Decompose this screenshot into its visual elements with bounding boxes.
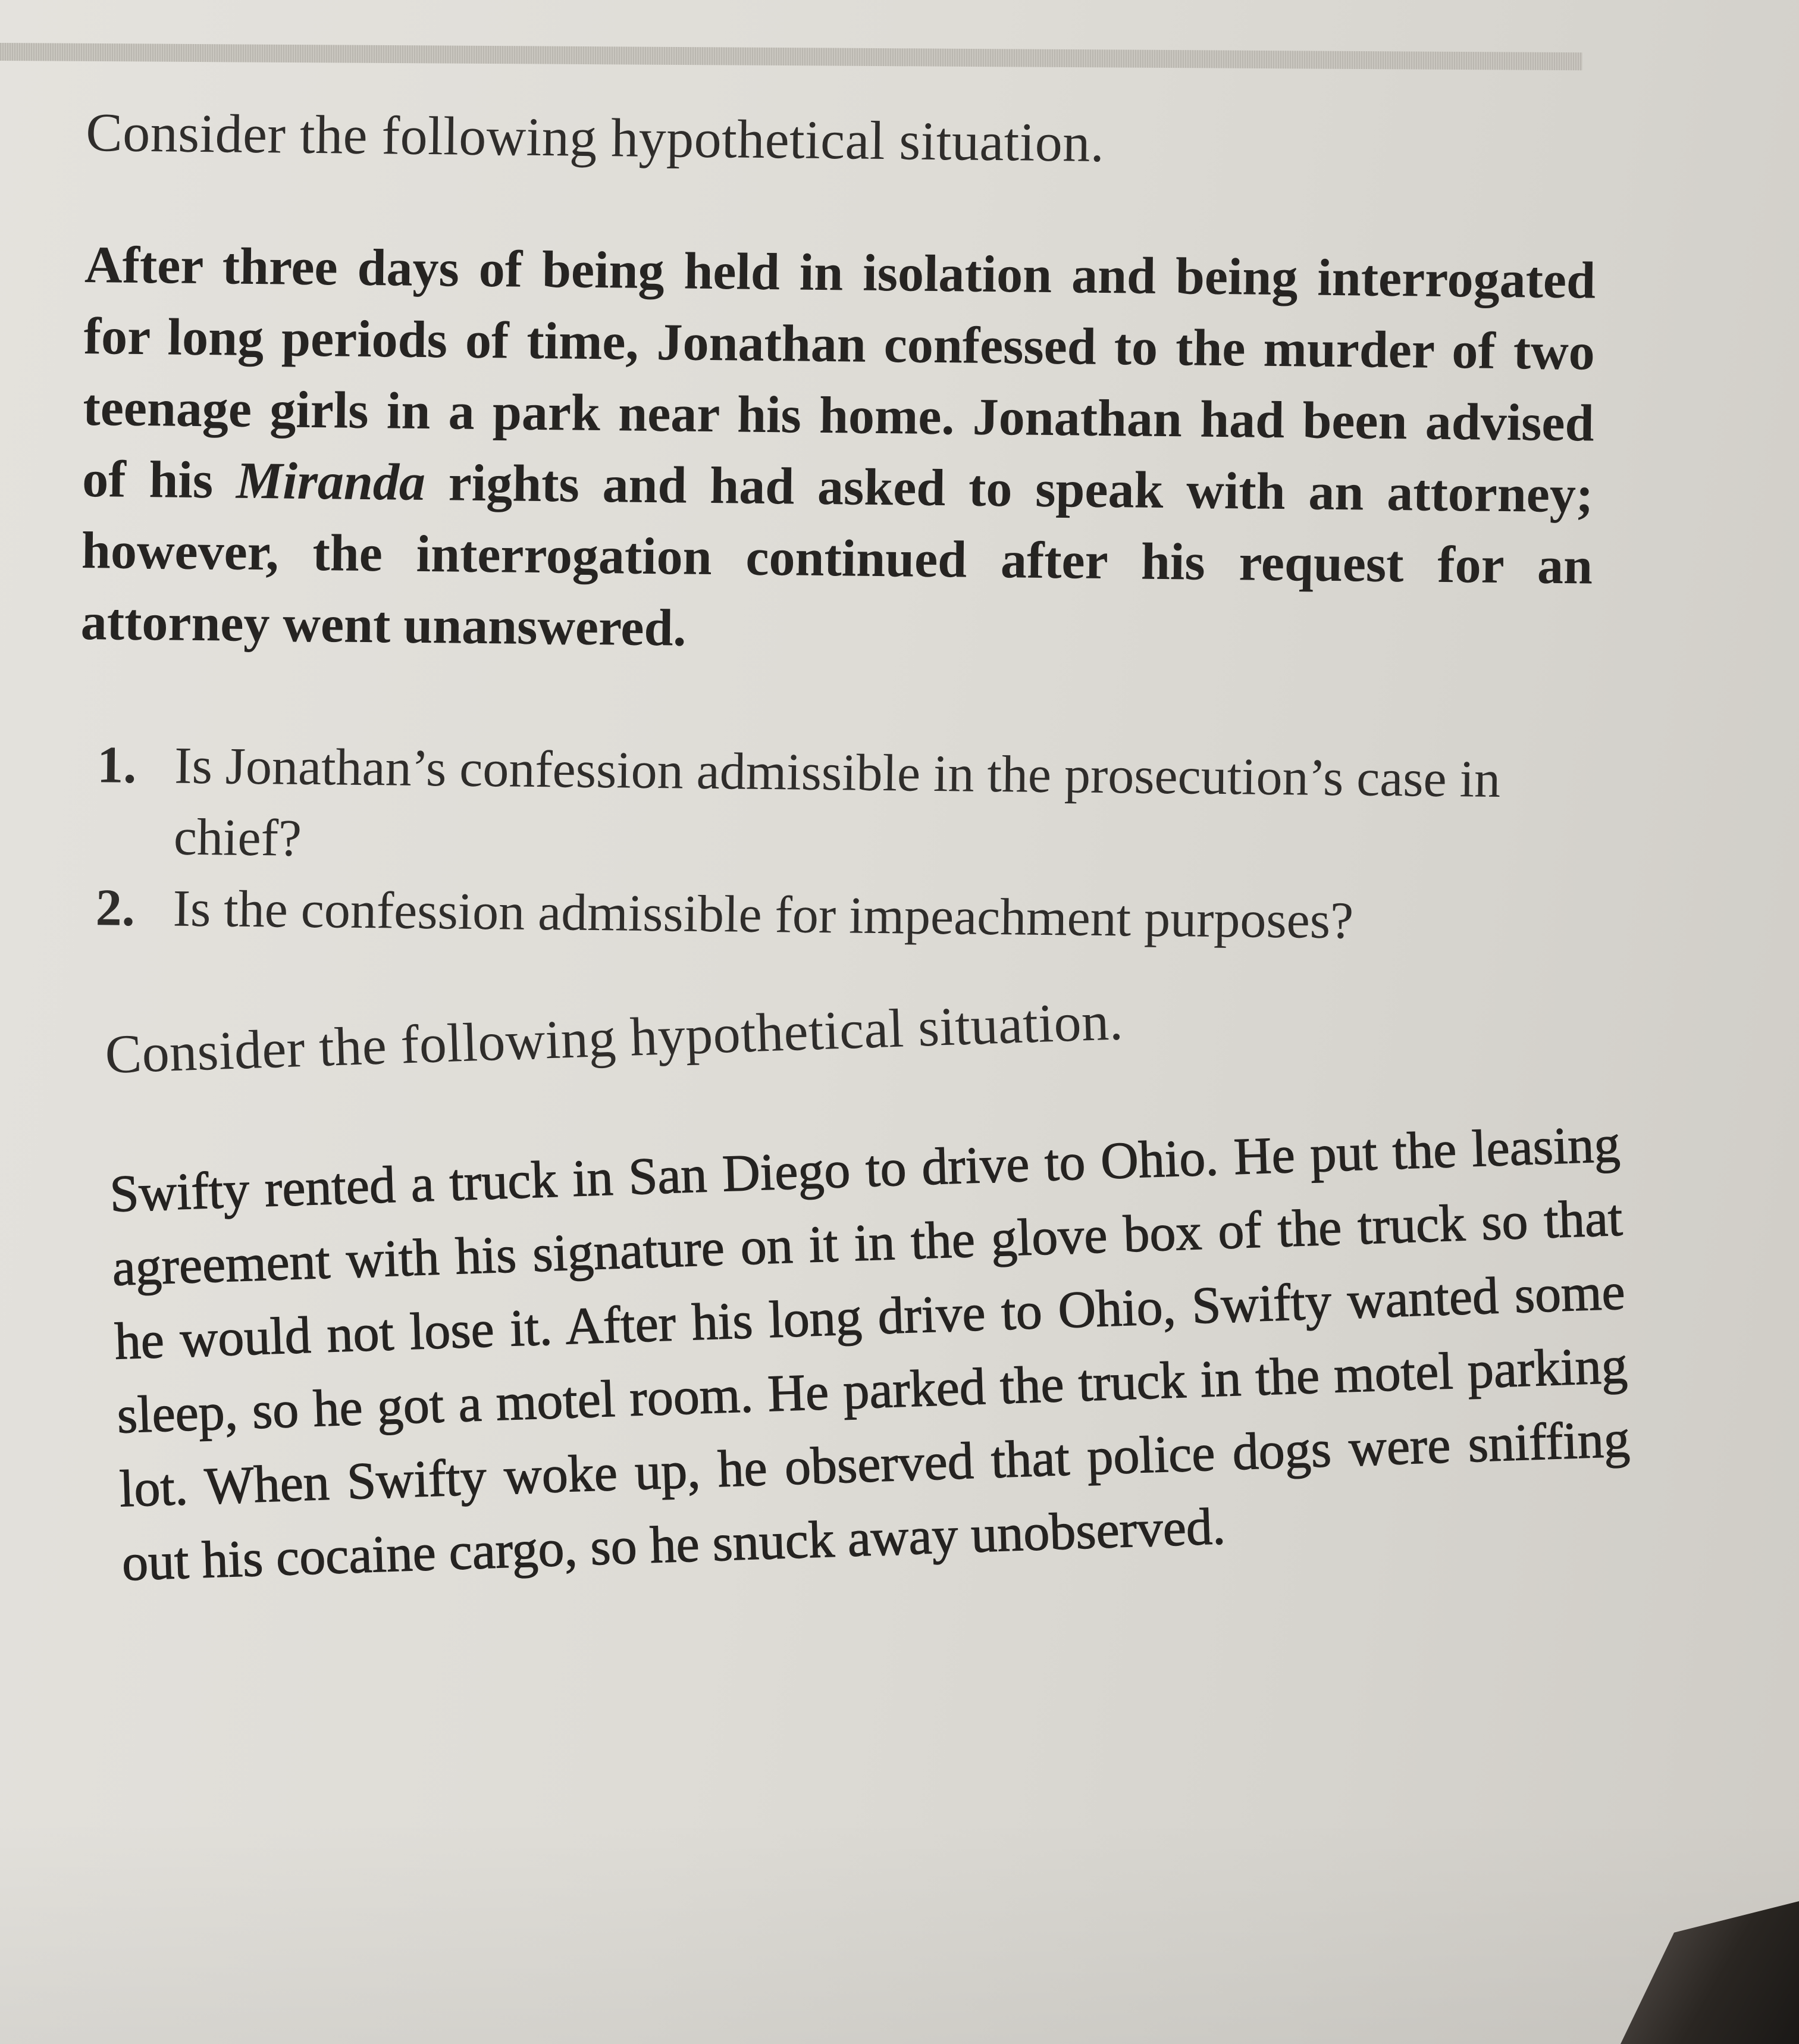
section-1-intro: Consider the following hypothetical situation. [85, 101, 1105, 173]
section-2-intro: Consider the following hypothetical situation. [104, 990, 1124, 1085]
section-2-scenario-paragraph: Swifty rented a truck in San Diego to drive to Ohio. He put the leasing agreement with his signature on it in the glove box of the truck so that he would not lose it. After his long drive to Ohio, Swifty wanted some sleep, so he got a motel room. He parked the truck in the motel parking lot. When Swifty woke up, he observed that police dogs were sniffing out his cocaine cargo, so he snuck away unobserved. [108, 1115, 1631, 1592]
question-number: 2. [95, 879, 136, 937]
page-shadow [0, 1818, 1799, 2044]
scenario-text-part-1: After three days of being held in isolation and being interrogated for long periods of time, Jonathan confessed to the murder of two teenage girls in a park near his home. Jonathan had been advised of his [82, 236, 1596, 510]
question-number: 1. [96, 736, 137, 794]
miranda-italic-term: Miranda [236, 452, 426, 512]
hypothetical-section-2 [104, 974, 1634, 1600]
section-1-scenario-paragraph [80, 230, 1596, 674]
decorative-header-rule [0, 43, 1582, 70]
scenario-text-part-2: rights and had asked to speak with an attorney; however, the interrogation continued after his request for an attorney went unanswered. [80, 453, 1594, 658]
question-item-1 [96, 730, 1590, 888]
question-item-2 [95, 872, 1589, 959]
question-text: Is the confession admissible for impeachment purposes? [173, 879, 1354, 950]
question-text: Is Jonathan’s confession admissible in the prosecution’s case in chief? [173, 737, 1501, 868]
hypothetical-section-1 [77, 101, 1597, 959]
question-list [77, 730, 1591, 960]
